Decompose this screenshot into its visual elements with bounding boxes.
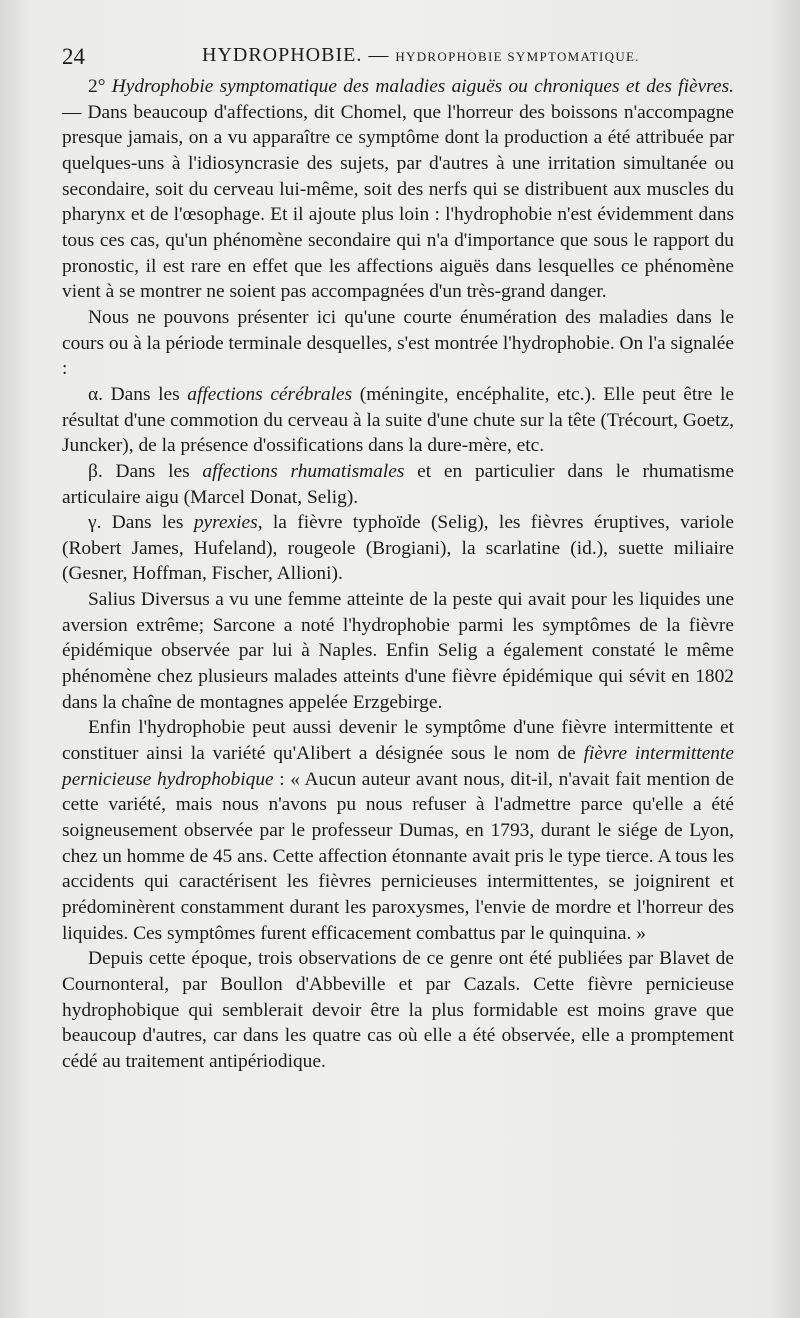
running-title bbox=[202, 44, 640, 67]
item-text: , la fièvre typhoïde (Selig), les fièvres éruptives, variole (Robert James, Hufeland), rougeole (Brogiani), la scarlatine (id.), suette miliaire (Gesner, Hoffman, Fischer, Allioni). bbox=[62, 512, 734, 585]
running-title-sub: HYDROPHOBIE SYMPTOMATIQUE. bbox=[395, 49, 640, 64]
item-beta bbox=[62, 459, 734, 510]
paragraph-hydrophobie-symptomatique bbox=[62, 74, 734, 305]
item-italic: affections rhumatismales bbox=[202, 460, 405, 482]
body-text bbox=[62, 74, 734, 1075]
item-text: (méningite, encéphalite, etc.). Elle peut être le résultat d'une commotion du cerveau à la suite d'une chute sur la tête (Trécourt, Goetz, Juncker), de la présence d'ossifications dans la dure-mère, etc. bbox=[62, 383, 734, 457]
item-gamma bbox=[62, 510, 734, 587]
running-header bbox=[62, 40, 730, 70]
running-title-main: HYDROPHOBIE. bbox=[202, 44, 363, 66]
section-number: 2° bbox=[88, 76, 112, 97]
paragraph-text: Enfin l'hydrophobie peut aussi devenir le symptôme d'une fièvre intermittente et constituer ainsi la variété qu'Alibert a désignée sous le nom de bbox=[62, 717, 734, 765]
item-marker: α. Dans les bbox=[88, 383, 188, 405]
section-heading: Hydrophobie symptomatique des maladies aiguës ou chroniques et des fièvres. bbox=[111, 76, 734, 97]
item-alpha bbox=[62, 382, 734, 459]
page-number: 24 bbox=[62, 44, 85, 69]
paragraph-text: — Dans beaucoup d'affections, dit Chomel, que l'horreur des boissons n'accompagne presque jamais, on a vu apparaître ce symptôme dont la production a été attribuée par quelques-uns à l'idiosyncrasie des sujets, par d'autres à une irritation simultanée ou secondaire, soit du cerveau lui-même, soit des nerfs qui se distribuent aux muscles du pharynx et de l'œsophage. Et il ajoute plus loin : l'hydrophobie n'est évidemment dans tous ces cas, qu'un phénomène secondaire qui n'a d'importance que sous le rapport du pronostic, il est rare en effet que les affections aiguës dans lesquelles ce phénomène vient à se montrer ne soient pas accompagnées d'un très-grand danger. bbox=[62, 101, 734, 303]
item-marker: γ. Dans les bbox=[88, 512, 194, 534]
item-marker: β. Dans les bbox=[88, 460, 203, 482]
item-text: et en particulier dans le rhumatisme articulaire aigu (Marcel Donat, Selig). bbox=[62, 460, 734, 508]
item-italic: affections cérébrales bbox=[187, 383, 353, 405]
italic-term: fièvre intermittente pernicieuse hydrophobique bbox=[62, 743, 734, 790]
item-italic: pyrexies bbox=[193, 512, 258, 534]
paragraph-fievre-intermittente bbox=[62, 715, 734, 946]
paragraph-salius: Salius Diversus a vu une femme atteinte de la peste qui avait pour les liquides une aversion extrême; Sarcone a noté l'hydrophobie parmi les symptômes de la fièvre épidémique observée par lui à Naples. Enfin Selig a également constaté le même phénomène chez plusieurs malades atteints d'une fièvre épidémique qui sévit en 1802 dans la chaîne de montagnes appelée Erzgebirge. bbox=[62, 589, 734, 713]
quotation: : « Aucun auteur avant nous, dit-il, n'avait fait mention de cette variété, mais nous n'avons pu nous refuser à l'admettre parce qu'elle a été soigneusement observée par le professeur Dumas, en 1793, durant le siége de Lyon, chez un homme de 45 ans. Cette affection étonnante avait pris le type tierce. A tous les accidents qui caractérisent les fièvres pernicieuses intermittentes, se joignirent et prédominèrent constamment durant les paroxysmes, l'envie de mordre et l'horreur des liquides. Ces symptômes furent efficacement combattus par le quinquina. » bbox=[62, 768, 734, 944]
paragraph-enumeration: Nous ne pouvons présenter ici qu'une courte énumération des maladies dans le cours ou à la période terminale desquelles, s'est montrée l'hydrophobie. On l'a signalée : bbox=[62, 306, 734, 380]
running-title-dash: — bbox=[362, 44, 396, 66]
paragraph-depuis: Depuis cette époque, trois observations de ce genre ont été publiées par Blavet de Cournonteral, par Boullon d'Abbeville et par Cazals. Cette fièvre pernicieuse hydrophobique qui semblerait devoir être la plus formidable est moins grave que beaucoup d'autres, car dans les quatre cas où elle a été observée, elle a promptement cédé au traitement antipériodique. bbox=[62, 948, 734, 1072]
